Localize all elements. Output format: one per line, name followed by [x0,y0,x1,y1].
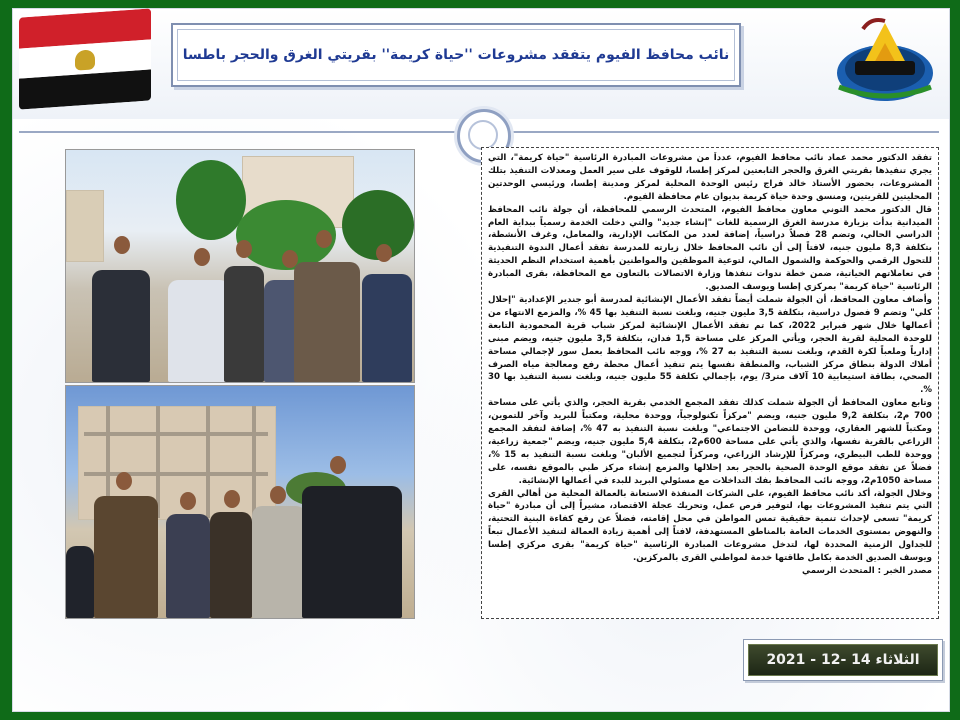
article-paragraph: وخلال الجولة، أكد نائب محافظ الفيوم، على الشركات المنفذة الاستعانة بالعمالة المحلية من أهالي القرى التي يتم تنفيذ المشروعات بها، لتوفير فرص عمل، وتحريك عجلة الاقتصاد، مشيراً إلى أن مبادرة "حياة كريمة" تسعى لإحداث تنمية حقيقية تمس المواطن في محل إقامته، فضلاً عن رفع كفاءة البنية التحتية، والنهوض بمستوى الخدمات العامة بالمناطق المستهدفة، لافتاً إلى أهمية زيادة العمالة لتنفيذ الأعمال تبعاً للجداول الزمنية المحددة لها، لتدخل مشروعات المبادرة الرئاسية "حياة كريمة" بقرى مركزي إطسا ويوسف الصديق الخدمة بكامل طاقتها خدمة لمواطني القرى بالمركزين. [488,488,932,564]
article-paragraph: وأضاف معاون المحافظ، أن الجولة شملت أيضاً تفقد الأعمال الإنشائية لمدرسة أبو جندير الإعدادية "إحلال كلي" وتضم 9 فصول دراسية، بتكلفة 3,5 مليون جنيه، وبلغت نسبة التنفيذ بها 45 %، والمزمع الانتهاء من أعمالها خلال شهر فبراير 2022، كما تم تفقد الأعمال الإنشائية لمركز شباب قرية المحمودية التابعة للوحدة المحلية لقرية الحجر، ويأتي المركز على مساحة 1,5 فدان، بتكلفة 3,5 مليون جنيه، ويضم مبنى إدارياً وملعباً لكرة القدم، وبلغت نسبة التنفيذ به 27 %، ووجه نائب المحافظ بعمل سور لإجمالي مساحة أملاك الدولة بنطاق مركز الشباب، والمنطقة نفسها يتم تنفيذ أعمال محطة رفع ومعالجة مياه الصرف الصحي، بطاقة استيعابية 10 آلاف متر3/ يوم، بإجمالي تكلفة 55 مليون جنيه، وبلغت نسبة التنفيذ بها 30 %. [488,294,932,396]
headline: نائب محافظ الفيوم يتفقد مشروعات ''حياة كريمة'' بقريتي الغرق والحجر باطسا [182,47,730,63]
photo-officials-construction-site [65,385,415,619]
article-paragraph: تفقد الدكتور محمد عماد نائب محافظ الفيوم، عدداً من مشروعات المبادرة الرئاسية "حياة كريمة"، التي يجري تنفيذها بقريتي الغرق والحجر التابعتين لمركز إطسا، للوقوف على سير العمل ومعدلات التنفيذ بتلك المشروعات، بحضور الأستاذ خالد فراج رئيس الوحدة المحلية لمركز ومدينة إطسا، ورئيسي الوحدتين المحليتين للقريتين، ومنسق وحدة حياة كريمة بديوان عام محافظة الفيوم. [488,153,932,202]
date-label: الثلاثاء 14 -12 - 2021 [766,652,920,668]
article-paragraph: قال الدكتور محمد التوني معاون محافظ الفيوم، المتحدث الرسمي للمحافظة، أن جولة نائب المحافظ الميدانية بدأت بزيارة مدرسة الغرق الرسمية للغات "إنشاء جديد" والتي دخلت الخدمة رسمياً ببداية العام الدراسي الحالي، وتضم 28 فصلاً دراسياً، إضافة لعدد من المكاتب الإدارية، والمعامل، وغرف الأنشطة، بتكلفة 8,3 مليون جنيه، لافتاً إلى أن نائب المحافظ خلال زيارته للمدرسة تفقد أعمال الندوة التنفيذية للتحول الرقمي والحوكمة والشمول المالي، لتوعية الموظفين والمواطنين بأهمية استخدام النظم الحديثة في تعاملاتهم الحياتية، ضمن خطة ندوات تنفذها وزارة الاتصالات بالتعاون مع المحافظة، بقرى المبادرة الرئاسية "حياة كريمة" بمركزي إطسا ويوسف الصديق. [488,204,932,293]
photo-officials-street-visit [65,149,415,383]
headline-box [171,23,741,87]
fayoum-governorate-logo-icon [833,13,937,105]
date-badge [743,639,943,681]
article-source: مصدر الخبر : المتحدث الرسمي [802,566,932,576]
article-box [481,147,939,619]
article-paragraph: وتابع معاون المحافظ أن الجولة شملت كذلك تفقد المجمع الخدمي بقرية الحجر، والذي يأتي على مساحة 700 م2، بتكلفة 9,2 مليون جنيه، ويضم "مركزاً تكنولوجياً، ووحدة محلية، ومكتباً للبريد وآخر للتموين، ومكتباً للشهر العقاري، ووحدة للتضامن الاجتماعي" وبلغت نسبة التنفيذ به 47 %، إضافة لتفقد المجمع الزراعي بالقرية نفسها، والذي يأتي على مساحة 600م2، بتكلفة 5,4 مليون جنيه، ويضم "جمعية زراعية، ووحدة للطب البيطري، ومركزاً للإرشاد الزراعي، ومركزاً لتجميع الألبان" وبلغت نسبة التنفيذ به 15 %، فضلاً عن تفقد موقع الوحدة الصحية بالحجر بعد إحلالها والمزمع إنشاء مركز طبي بالموقع نفسه، على مساحة 1050م2، ووجه نائب المحافظ بفك التداخلات مع مسئولي البريد للبدء في أعمالها الإنشائية. [488,398,932,486]
article-body [488,152,932,614]
egypt-flag-icon [19,8,151,109]
bulletin-page [12,8,950,712]
